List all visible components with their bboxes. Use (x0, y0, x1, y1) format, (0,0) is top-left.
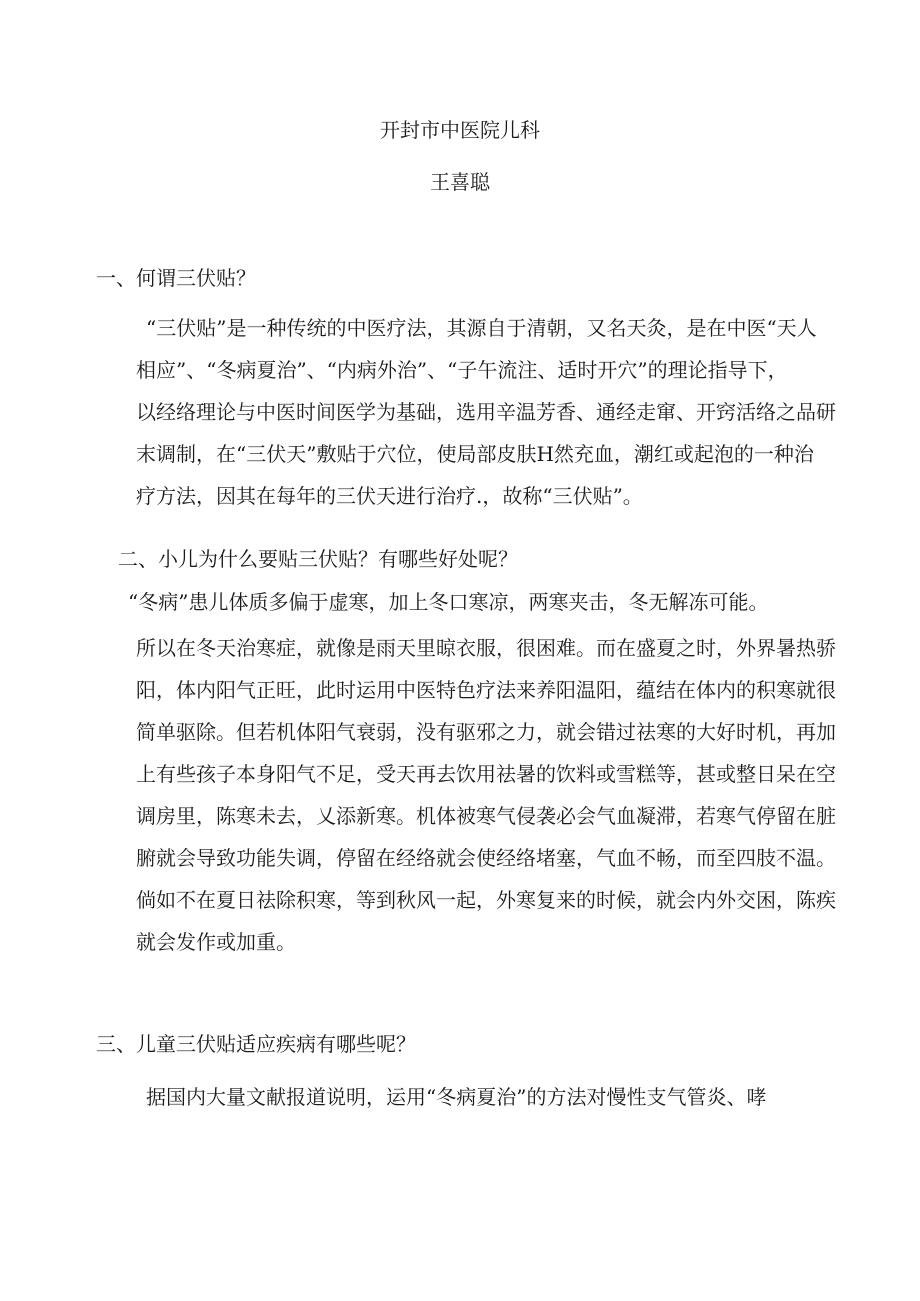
section2-heading: 二、小儿为什么要贴三伏贴？有哪些好处呢？ (118, 547, 518, 571)
body-line: 简单驱除。但若机体阳气衰弱，没有驱邪之力，就会错过祛寒的大好时机，再加 (136, 720, 836, 744)
body-line: 相应”、“冬病夏治”、“内病外治”、“子午流注、适时开穴”的理论指导下， (136, 358, 788, 382)
body-line: 调房里，陈寒未去，乂添新寒。机体被寒气侵袭必会气血凝滞，若寒气停留在脏 (136, 804, 836, 828)
body-line: 所以在冬天治寒症，就像是雨天里晾衣服，很困难。而在盛夏之时，外界暑热骄 (136, 636, 836, 660)
body-line: 上有些孩子本身阳气不足，受天再去饮用祛暑的饮料或雪糕等，甚或整日呆在空 (136, 762, 836, 786)
body-line: 倘如不在夏日祛除积寒，等到秋风一起，外寒复来的时候，就会内外交困，陈疾 (136, 888, 836, 912)
section3-heading: 三、儿童三伏贴适应疾病有哪些呢？ (96, 1032, 416, 1056)
section1-heading: 一、何谓三伏贴？ (96, 266, 256, 290)
body-line: 末调制，在“三伏天”敷贴于穴位，使局部皮肤H然充血，潮红或起泡的一种治 (136, 442, 814, 466)
institution-title: 开封市中医院儿科 (380, 118, 540, 142)
body-line: “冬病”患儿体质多偏于虚寒，加上冬口寒凉，两寒夹击，冬无解冻可能。 (128, 590, 769, 614)
body-line: 阳，体内阳气正旺，此时运用中医特色疗法来养阳温阳，蕴结在体内的积寒就很 (136, 678, 836, 702)
body-line: 据国内大量文献报道说明，运用“冬病夏治”的方法对慢性支气管炎、哮 (146, 1085, 767, 1109)
body-line: “三伏贴”是一种传统的中医疗法，其源自于清朝，又名天灸，是在中医“天人 (146, 316, 817, 340)
author-name: 王喜聪 (430, 170, 490, 194)
body-line: 疗方法，因其在每年的三伏天进行治疗.，故称“三伏贴”。 (136, 484, 643, 508)
body-line: 以经络理论与中医时间医学为基础，选用辛温芳香、通经走窜、开窍活络之品研 (136, 400, 836, 424)
body-line: 就会发作或加重。 (136, 930, 296, 954)
body-line: 腑就会导致功能失调，停留在经络就会使经络堵塞，气血不畅，而至四肢不温。 (136, 846, 836, 870)
